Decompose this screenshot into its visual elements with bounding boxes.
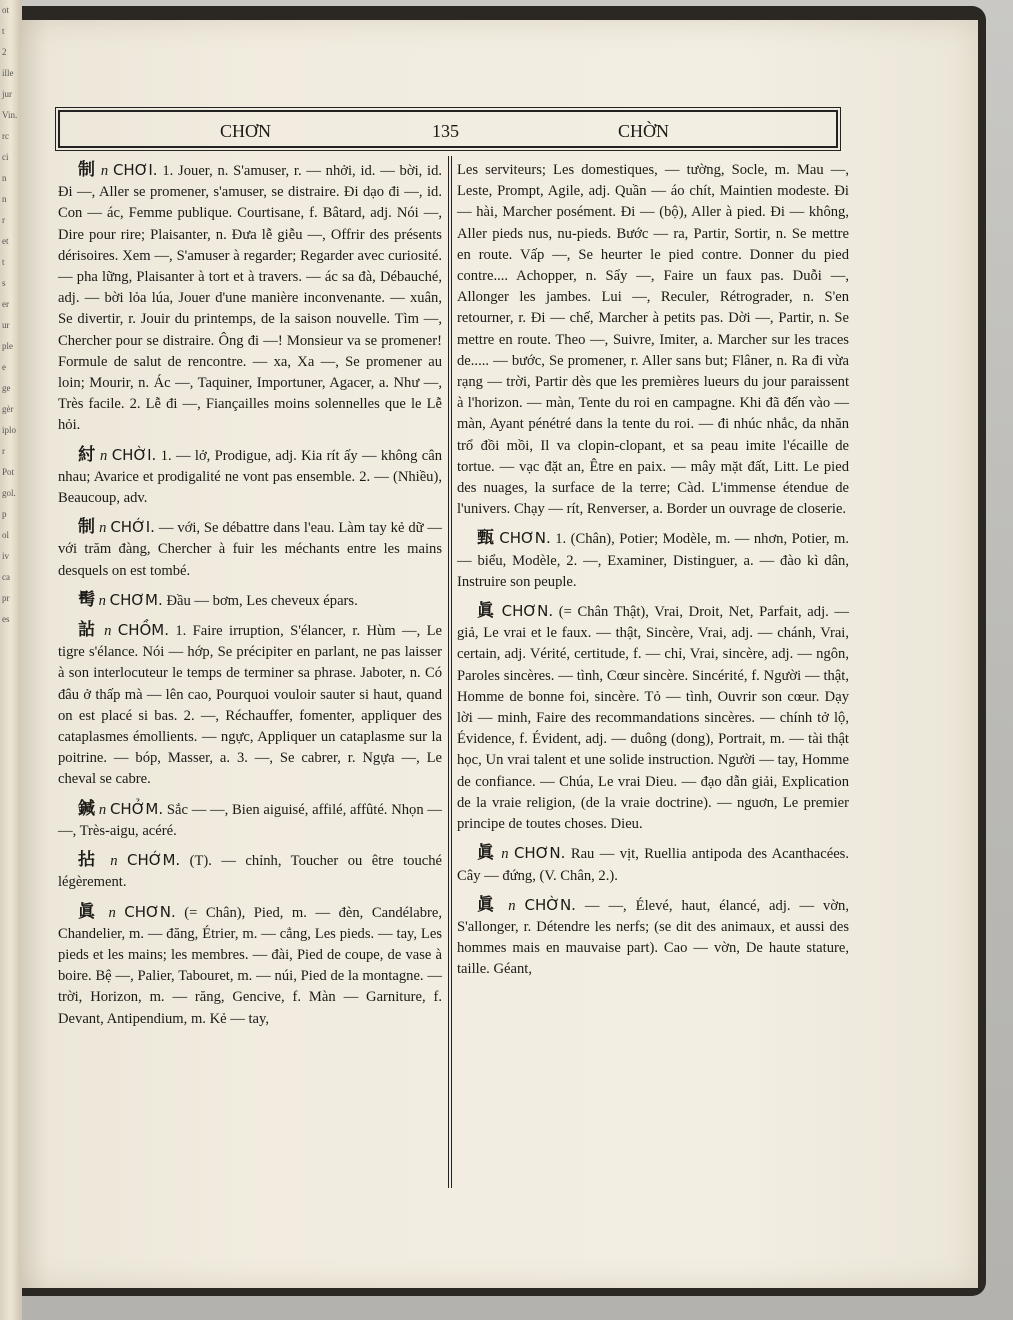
prev-page-fragment: s bbox=[2, 278, 6, 288]
headword: CHỒM. bbox=[117, 621, 170, 640]
dictionary-entry bbox=[58, 799, 442, 842]
dictionary-entry bbox=[58, 590, 442, 612]
part-of-speech: n bbox=[508, 897, 516, 914]
headword: CHƠI. bbox=[112, 161, 158, 179]
definition-text: Sắc — —, Bien aiguisé, affilé, affûté. Nhọn — —, Très-aigu, acéré. bbox=[58, 801, 442, 839]
headword: CHỞM. bbox=[109, 799, 164, 818]
definition-text: — với, Se débattre dans l'eau. Làm tay kẻ dữ — với trăm đàng, Chercher à fuir les méchants entre les mains desquels on est tombé. bbox=[58, 520, 443, 579]
right-column bbox=[457, 160, 849, 989]
header-left-word: CHƠN bbox=[220, 121, 272, 141]
definition-text: 1. Faire irruption, S'élancer, r. Hùm —, Le tigre s'élance. Nói — hớp, Se précipiter en parlant, ne pas laisser à son interlocuteur le temps de terminer sa phrase. Jaboter, n. Có đâu ở thấp mà — lên cao, Pourquoi vouloir sauter si haut, quand on est placé si bas. 2. —, Réchauffer, fomenter, appliquer des cataplasmes émollients. — ngực, Appliquer un cataplasme sur la poitrine. — bóp, Masser, a. 3. —, Se cabrer, r. Ngựa —, Le cheval se cabre. bbox=[58, 623, 442, 788]
part-of-speech: n bbox=[98, 592, 106, 609]
han-character: 眞 bbox=[477, 843, 496, 864]
prev-page-fragment: r bbox=[2, 215, 5, 225]
prev-page-fragment: iplo bbox=[2, 425, 17, 435]
part-of-speech: n bbox=[100, 163, 109, 179]
han-character: 紂 bbox=[78, 444, 96, 465]
definition-text: Les serviteurs; Les domestiques, — tường, Socle, m. Mau —, Leste, Prompt, Agile, adj. Quần — áo chít, Maintien modeste. Đi — hài, Marcher posément. Đi — (bộ), Aller à pied. Đi — không, Aller pieds nus, nu-pieds. Bước — ra, Partir, Sortir, n. Se mettre en route. Vấp —, Se heurter le pied contre. Donner du pied contre.... Achopper, n. Sẩy —, Faire un faux pas. Duỗi —, Allonger les jambes. Lui —, Reculer, Rétrograder, n. S'en retourner, r. Đi — chế, Marcher à petits pas. Dời —, Partir, n. Se mettre en route. Theo —, Suivre, Imiter, a. Marcher sur les traces de..... — bước, Se promener, r. Aller sans but; Flâner, n. Ra đi vừa rạng — trời, Partir dès que les premières lueurs du jour paraissent à l'horizon. — màn, Tente du roi en campagne. Khi đã đến vào — màn, Ayant pénétré dans la tente du roi. — đi nhúc nhắc, da nhăn trổ đồi mồi, Il va clopin-clopant, et sa peau imite l'écaille de tortue. — vạc đặt an, Être en paix. — mây mặt đất, Litt. Le pied des nuages, la surface de la terre; Càd. L'immense étendue de l'univers. Chạy — rít, Renverser, a. Border un ouvrage de closerie. bbox=[457, 162, 849, 518]
definition-text: (= Chân), Pied, m. — đèn, Candélabre, Chandelier, m. — đăng, Étrier, m. — cẳng, Les pieds. — tay, Les pieds et les mains; les membres. — đài, Pied de coupe, de vase à boire. Bệ —, Palier, Tabouret, m. — núi, Pied de la montagne. — trời, Horizon, m. — răng, Gencive, f. Màn — Garniture, f. Devant, Antipendium, m. Kẻ — tay, bbox=[58, 904, 442, 1027]
headword: CHỚM. bbox=[127, 851, 181, 870]
running-header bbox=[58, 110, 838, 148]
prev-page-fragment: ur bbox=[2, 320, 10, 330]
prev-page-fragment: jur bbox=[2, 89, 12, 99]
prev-page-fragment: ci bbox=[2, 152, 9, 162]
column-divider bbox=[448, 156, 449, 1188]
headword: CHỜN. bbox=[524, 895, 576, 914]
prev-page-fragment: e bbox=[2, 362, 6, 372]
han-character: 詀 bbox=[78, 620, 98, 641]
dictionary-entry bbox=[457, 528, 849, 593]
dictionary-entry bbox=[58, 517, 442, 582]
prev-page-fragment: n bbox=[2, 173, 7, 183]
prev-page-fragment: p bbox=[2, 509, 7, 519]
headword: CHƠN. bbox=[499, 529, 551, 548]
headword: CHƠN. bbox=[124, 902, 176, 921]
han-character: 眞 bbox=[477, 894, 500, 915]
dictionary-entry bbox=[58, 445, 442, 510]
prev-page-fragment: ot bbox=[2, 5, 10, 15]
prev-page-fragment: t bbox=[2, 257, 5, 267]
prev-page-fragment: rc bbox=[2, 131, 9, 141]
han-character: 髩 bbox=[78, 589, 95, 610]
prev-page-fragment: es bbox=[2, 614, 10, 624]
dictionary-entry bbox=[58, 160, 442, 437]
part-of-speech: n bbox=[108, 904, 116, 921]
part-of-speech: n bbox=[99, 520, 107, 537]
han-character: 制 bbox=[78, 160, 97, 180]
definition-text: (T). — chỉnh, Toucher ou être touché légèrement. bbox=[58, 853, 442, 891]
han-character: 制 bbox=[78, 517, 96, 538]
headword: CHƠM. bbox=[109, 590, 163, 609]
column-divider-inner bbox=[451, 156, 452, 1188]
dictionary-entry bbox=[58, 902, 442, 1030]
prev-page-fragment: r bbox=[2, 446, 5, 456]
definition-text: Đầu — bơm, Les cheveux épars. bbox=[166, 592, 358, 609]
definition-text: Rau — vịt, Ruellia antipoda des Acanthacées. Cây — đứng, (V. Chân, 2.). bbox=[457, 846, 849, 884]
definition-text: — —, Élevé, haut, élancé, adj. — vờn, S'allonger, r. Détendre les nerfs; (se dit des animaux, et aussi des hommes mais en mauvaise part). Cao — vờn, De haute stature, taille. Géant, bbox=[457, 897, 849, 978]
headword: CHƠN. bbox=[501, 602, 554, 621]
dictionary-entry bbox=[58, 850, 442, 893]
part-of-speech: n bbox=[100, 447, 108, 464]
headword: CHỜI. bbox=[111, 445, 157, 464]
book-page bbox=[20, 20, 978, 1288]
prev-page-fragment: iv bbox=[2, 551, 10, 561]
prev-page-fragment: t bbox=[2, 26, 5, 36]
han-character: 拈 bbox=[78, 850, 101, 871]
page-number: 135 bbox=[432, 121, 459, 141]
prev-page-fragment: ge bbox=[2, 383, 11, 393]
headword: CHỚI. bbox=[110, 518, 155, 537]
han-character: 眞 bbox=[78, 901, 100, 922]
prev-page-fragment: et bbox=[2, 236, 9, 246]
prev-page-fragment: ol bbox=[2, 530, 10, 540]
part-of-speech: n bbox=[98, 801, 107, 818]
han-character: 眞 bbox=[477, 601, 496, 622]
prev-page-fragment: n bbox=[2, 194, 7, 204]
dictionary-entry bbox=[457, 895, 849, 981]
definition-text: 1. (Chân), Potier; Modèle, m. — nhơn, Potier, m. — biểu, Modèle, 2. —, Examiner, Distinguer, a. — đào kì dân, Instruire son peuple. bbox=[457, 531, 849, 590]
part-of-speech: n bbox=[104, 623, 112, 640]
prev-page-fragment: gèr bbox=[2, 404, 14, 414]
dictionary-entry bbox=[457, 160, 849, 520]
definition-text: 1. — lở, Prodigue, adj. Kia rít ấy — không cân nhau; Avarice et prodigalité ne vont pas ensemble. 2. — (Nhiều), Beaucoup, adv. bbox=[58, 447, 442, 507]
dictionary-entry bbox=[58, 620, 442, 791]
han-character: 鍼 bbox=[78, 798, 96, 819]
header-right-word: CHỜN bbox=[618, 121, 670, 141]
prev-page-fragment: Vin. bbox=[2, 110, 18, 120]
definition-text: (= Chân Thật), Vrai, Droit, Net, Parfait, adj. — giả, Le vrai et le faux. — thật, Sincère, Vrai, adj. — chánh, Vrai, certain, adj. Vérité, certitude, f. — chỉ, Vrai, sincère, adj. — ngôn, Paroles sincères. — tình, Cœur sincère. Sincérité, f. Người — thật, Homme de bonne foi, sincère. Tỏ — tình, Ouvrir son cœur. Dạy lời — minh, Faire des recommandations sincères. — chính tở lộ, Évidence, f. Évident, adj. — duông (dong), Portrait, m. — tài thật học, Un vrai talent et une solide instruction. Người — tay, Homme de confiance. — Chúa, Le vrai Dieu. — đạo dẫn giải, Explication de la vraie religion, (de la vraie doctrine). — nguơn, Le premier principe de toutes choses. Dieu. bbox=[457, 604, 850, 833]
dictionary-entry bbox=[457, 843, 849, 886]
part-of-speech: n bbox=[110, 853, 118, 870]
prev-page-fragment: er bbox=[2, 299, 9, 309]
dictionary-entry bbox=[457, 601, 849, 835]
prev-page-fragment: ple bbox=[2, 341, 13, 351]
previous-page-edge bbox=[0, 0, 22, 1320]
prev-page-fragment: gol. bbox=[2, 488, 16, 498]
definition-text: 1. Jouer, n. S'amuser, r. — nhởi, id. — bời, id. Đi —, Aller se promener, s'amuser, se distraire. Đi dạo đi —, id. Con — ác, Femme publique. Courtisane, f. Bâtard, adj. Nói —, Dire pour rire; Plaisanter, n. Đưa lễ giễu —, Offrir des présents dérisoires. Xem —, S'amuser à regarder; Regarder avec curiosité. — pha lững, Plaisanter à tort et à travers. — ác sa đà, Débauché, adj. — bời lỏa lúa, Jouer d'une manière inconvenante. — xuân, Se divertir, r. Jouir du printemps, de la saison nouvelle. Tìm —, Chercher pour se distraire. Ông đi —! Monsieur va se promener! Formule de salut de rencontre. — xa, Xa —, Se promener au loin; Mourir, n. Ác —, Taquiner, Importuner, Agacer, a. Như —, Très facile. 2. Lễ đi —, Fiançailles moins solennelles que le Lễ hỏi. bbox=[58, 163, 443, 434]
part-of-speech: n bbox=[501, 846, 509, 863]
prev-page-fragment: ca bbox=[2, 572, 10, 582]
prev-page-fragment: 2 bbox=[2, 47, 7, 57]
han-character: 甄 bbox=[477, 528, 495, 549]
headword: CHƠN. bbox=[513, 844, 566, 863]
prev-page-fragment: ille bbox=[2, 68, 14, 78]
prev-page-fragment: Pot bbox=[2, 467, 15, 477]
prev-page-fragment: pr bbox=[2, 593, 10, 603]
left-column bbox=[58, 160, 442, 1038]
